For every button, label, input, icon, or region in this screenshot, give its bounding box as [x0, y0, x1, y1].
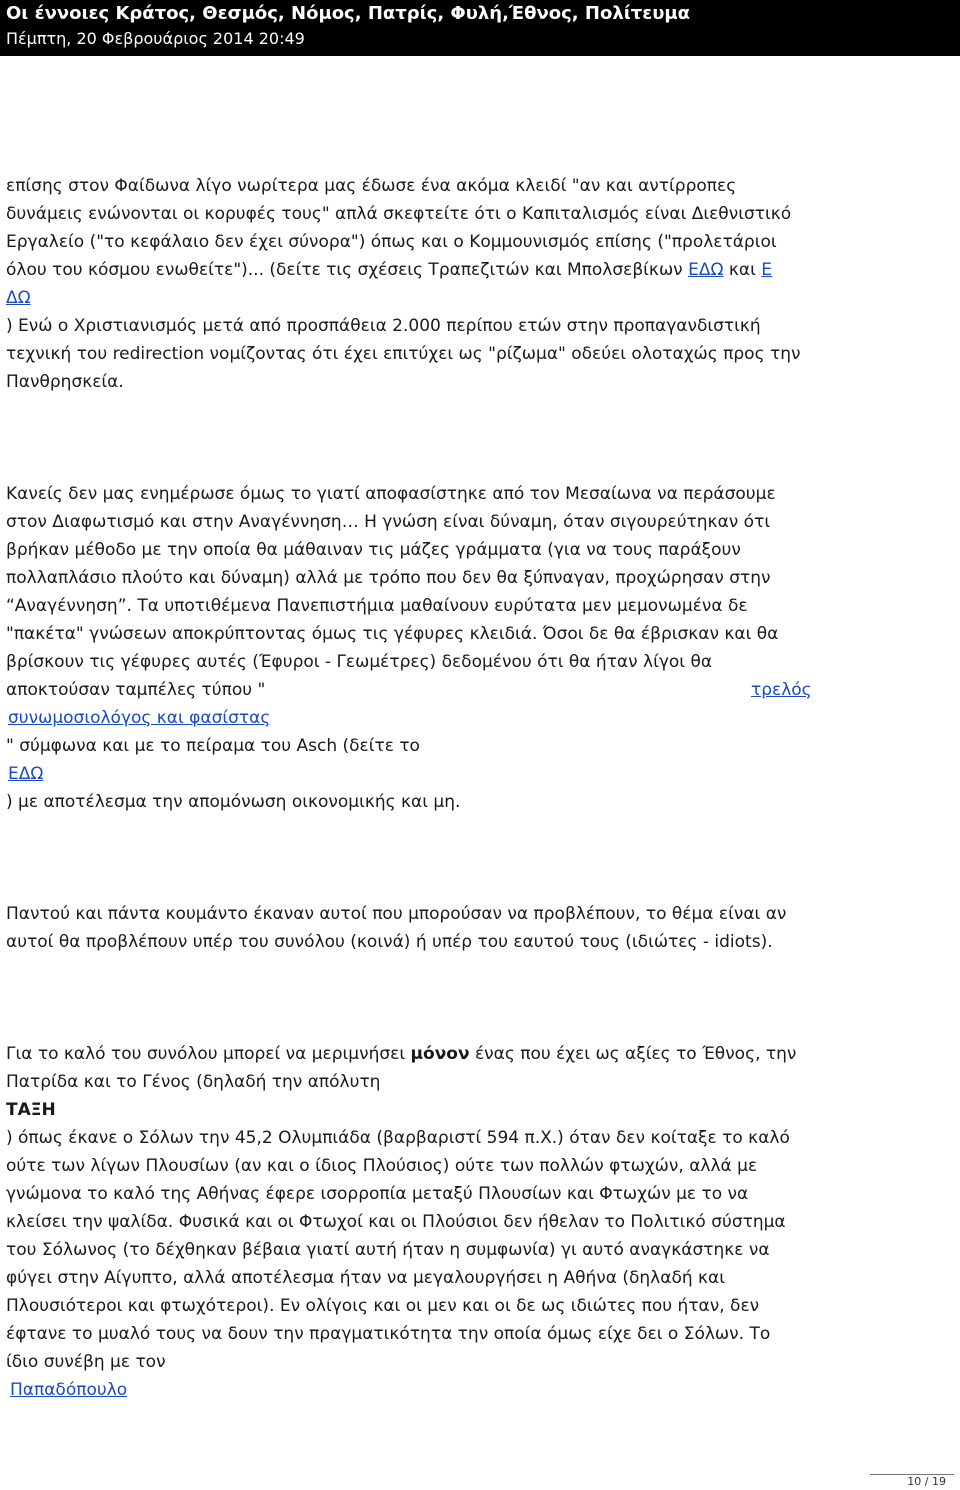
text-span: Για το καλό του συνόλου μπορεί να μεριμνήσει — [6, 1044, 406, 1064]
document-title: Οι έννοιες Κράτος, Θεσμός, Νόμος, Πατρίς, Φυλή,Έθνος, Πολίτευμα — [6, 3, 691, 24]
text-line — [6, 259, 772, 281]
conspiracy-link[interactable] — [8, 707, 270, 729]
asch-edo-link[interactable] — [8, 763, 43, 785]
bold-text: μόνον — [410, 1044, 470, 1064]
edo-link-1[interactable]: ΕΔΩ — [688, 260, 724, 280]
text-line: στον Διαφωτισμό και στην Αναγέννηση… Η γνώση είναι δύναμη, όταν σιγουρεύτηκαν ότι — [6, 512, 771, 532]
text-line — [6, 287, 31, 309]
text-line: “Αναγέννηση”. Τα υποτιθέμενα Πανεπιστήμια μαθαίνουν ευρύτατα μεν μεμονωμένα δε — [6, 596, 748, 616]
text-line: έφτανε το μυαλό τους να δουν την πραγματικότητα την οποία όμως είχε δει ο Σόλων. Το — [6, 1324, 771, 1344]
text-line: ούτε των λίγων Πλουσίων (αν και ο ίδιος Πλούσιος) ούτε των πολλών φτωχών, αλλά με — [6, 1156, 758, 1176]
text-line: γνώμονα το καλό της Αθήνας έφερε ισορροπία μεταξύ Πλουσίων και Φτωχών με το να — [6, 1184, 749, 1204]
text-line: Πανθρησκεία. — [6, 372, 124, 392]
edo-link-2-continued[interactable]: ΔΩ — [6, 288, 31, 308]
text-line: δυνάμεις ενώνονται οι κορυφές τους" απλά σκεφτείτε ότι ο Καπιταλισμός είναι Διεθνιστικό — [6, 204, 792, 224]
text-line: τεχνική του redirection νομίζοντας ότι έχει επιτύχει ως "ρίζωμα" οδεύει ολοταχώς προς την — [6, 344, 801, 364]
text-line: επίσης στον Φαίδωνα λίγο νωρίτερα μας έδωσε ένα ακόμα κλειδί "αν και αντίρροπες — [6, 176, 737, 196]
text-line: Πατρίδα και το Γένος (δηλαδή την απόλυτη — [6, 1072, 381, 1092]
text-line: φύγει στην Αίγυπτο, αλλά αποτέλεσμα ήταν να μεγαλουργήσει η Αθήνα (δηλαδή και — [6, 1268, 726, 1288]
document-header — [0, 0, 960, 56]
text-line: Κανείς δεν μας ενημέρωσε όμως το γιατί αποφασίστηκε από τον Μεσαίωνα να περάσουμε — [6, 484, 776, 504]
text-line: βρίσκουν τις γέφυρες αυτές (Έφυροι - Γεωμέτρες) δεδομένου ότι θα ήταν λίγοι θα — [6, 652, 713, 672]
link-text[interactable]: Παπαδόπουλο — [10, 1380, 128, 1400]
bold-text: ΤΑΞΗ — [6, 1100, 56, 1120]
text-line: " σύμφωνα και με το πείραμα του Asch (δείτε το — [6, 736, 420, 756]
text-line: ) όπως έκανε ο Σόλων την 45,2 Ολυμπιάδα (βαρβαριστί 594 π.Χ.) όταν δεν κοίταξε το καλό — [6, 1128, 790, 1148]
text-line: Εργαλείο ("το κεφάλαιο δεν έχει σύνορα") όπως και ο Κομμουνισμός επίσης ("προλετάριοι — [6, 232, 777, 252]
link-text[interactable]: τρελός — [751, 680, 812, 700]
text-line: ) Ενώ ο Χριστιανισμός μετά από προσπάθεια 2.000 περίπου ετών στην προπαγανδιστική — [6, 316, 761, 336]
text-line: ίδιο συνέβη με τον — [6, 1352, 166, 1372]
text-line: αυτοί θα προβλέπουν υπέρ του συνόλου (κοινά) ή υπέρ του εαυτού τους (ιδιώτες - idiots). — [6, 932, 773, 952]
text-line: Πλουσιότεροι και φτωχότεροι). Εν ολίγοις και οι μεν και οι δε ως ιδιώτες που ήταν, δεν — [6, 1296, 760, 1316]
text-line: κλείσει την ψαλίδα. Φυσικά και οι Φτωχοί και οι Πλούσιοι δεν ήθελαν το Πολιτικό σύστημα — [6, 1212, 786, 1232]
text-line: πολλαπλάσιο πλούτο και δύναμη) αλλά με τρόπο που δεν θα ξύπναγαν, προχώρησαν στην — [6, 568, 771, 588]
text-line — [6, 1043, 796, 1065]
trelos-link[interactable] — [751, 679, 812, 701]
papadopoulos-link[interactable] — [10, 1379, 127, 1401]
text-line: ) με αποτέλεσμα την απομόνωση οικονομικής και μη. — [6, 792, 461, 812]
text-line: αποκτούσαν ταμπέλες τύπου " — [6, 680, 266, 700]
text-span: ένας που έχει ως αξίες το Έθνος, την — [474, 1044, 797, 1064]
document-date: Πέμπτη, 20 Φεβρουάριος 2014 20:49 — [6, 29, 305, 48]
text-span: όλου του κόσμου ενωθείτε")... (δείτε τις σχέσεις Τραπεζιτών και Μπολσεβίκων — [6, 260, 683, 280]
text-span: και — [728, 260, 756, 280]
text-line — [6, 1099, 56, 1121]
link-text[interactable]: ΕΔΩ — [8, 764, 44, 784]
edo-link-2[interactable]: Ε — [761, 260, 772, 280]
link-text[interactable]: συνωμοσιολόγος και φασίστας — [8, 708, 271, 728]
page-number: 10 / 19 — [907, 1475, 946, 1488]
text-line: του Σόλωνος (το δέχθηκαν βέβαια γιατί αυτή ήταν η συμφωνία) γι αυτό αναγκάστηκε να — [6, 1240, 770, 1260]
text-line: Παντού και πάντα κουμάντο έκαναν αυτοί που μπορούσαν να προβλέπουν, το θέμα είναι αν — [6, 904, 787, 924]
text-line: "πακέτα" γνώσεων αποκρύπτοντας όμως τις γέφυρες κλειδιά. Όσοι δε θα έβρισκαν και θα — [6, 624, 779, 644]
text-line: βρήκαν μέθοδο με την οποία θα μάθαιναν τις μάζες γράμματα (για να τους παράξουν — [6, 540, 741, 560]
